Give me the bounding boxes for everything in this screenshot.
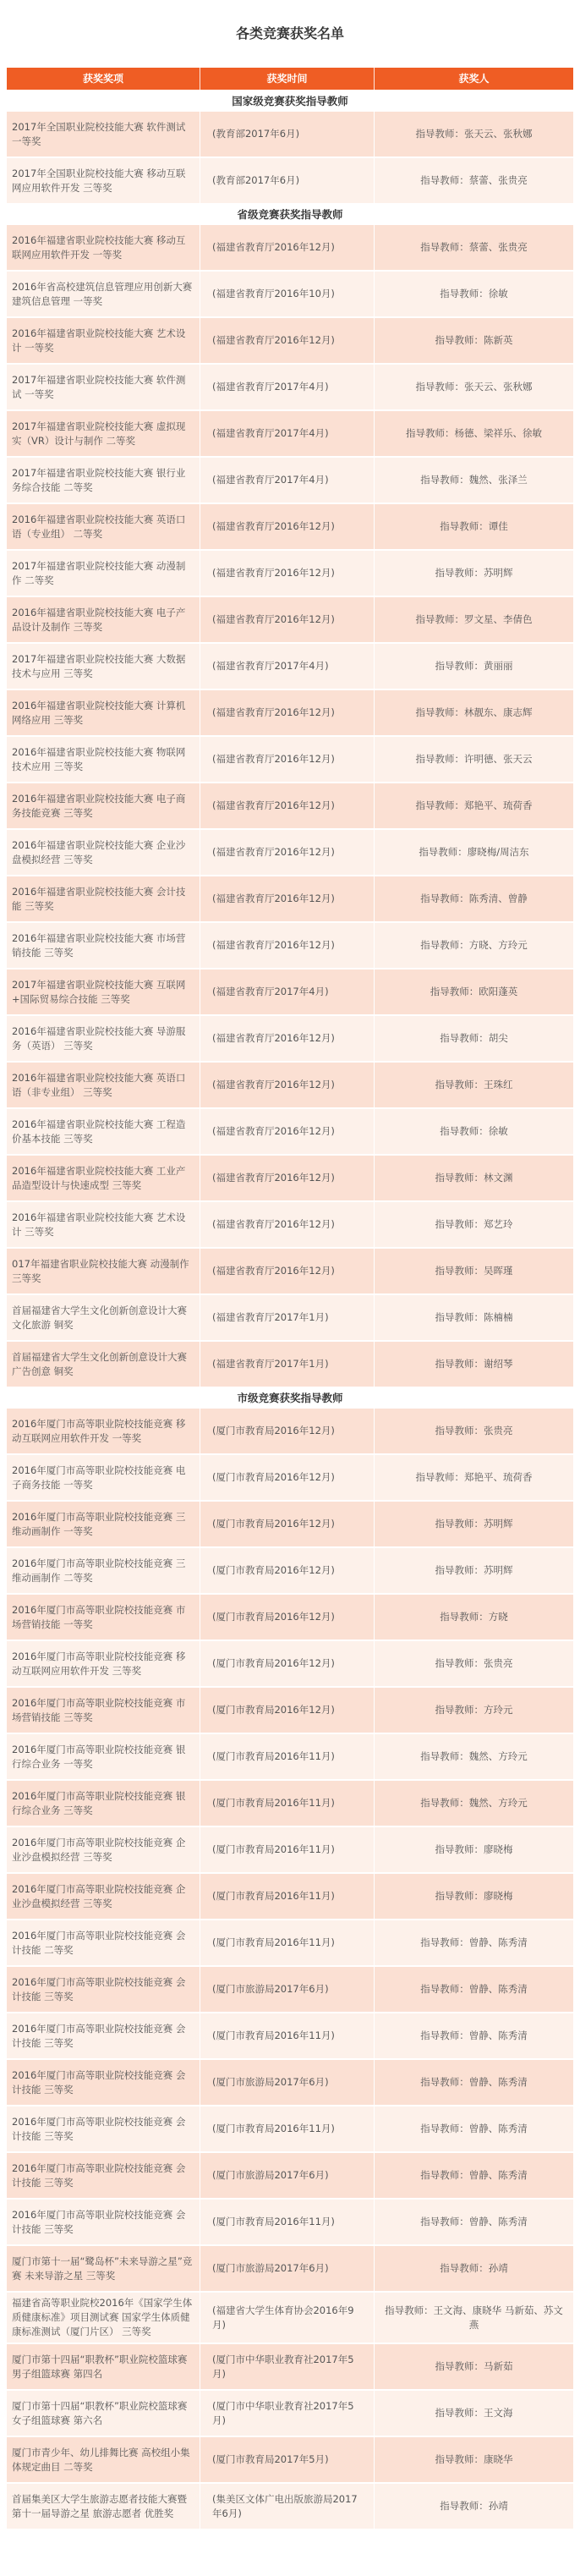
award-cell: 2016年厦门市高等职业院校技能竞赛 移动互联网应用软件开发 三等奖 [12,1650,186,1677]
table-row [7,1016,573,1063]
awardee-cell: 指导教师：林靓东、康志辉 [374,690,573,735]
table-row [7,504,573,551]
awardee-cell: 指导教师：郑艳平、琉荷香 [374,783,573,828]
award-cell: 2016年福建省职业院校技能大赛 电子商务技能竞赛 三等奖 [12,792,186,819]
award-cell: 2016年厦门市高等职业院校技能竞赛 会计技能 二等奖 [12,1929,186,1956]
awardee-cell: 指导教师：魏然、方玲元 [374,1781,573,1826]
awardee-cell: 指导教师：张贵亮 [374,1641,573,1686]
award-cell: 2016年福建省职业院校技能大赛 艺术设计 三等奖 [12,1211,186,1238]
award-cell: 厦门市第十四届“职教杯”职业院校篮球赛 女子组篮球赛 第六名 [12,2399,188,2426]
award-time-cell: (福建省教育厅2017年4月) [200,458,374,503]
award-time-cell: (福建省教育厅2017年1月) [200,1342,374,1387]
award-cell: 2016年厦门市高等职业院校技能竞赛 市场营销技能 一等奖 [12,1603,186,1630]
award-time-cell: (厦门市教育局2016年12月) [200,1595,374,1640]
table-row [7,2484,573,2530]
awardee-cell: 指导教师：方晓、方玲元 [374,923,573,968]
award-time-cell: (福建省教育厅2017年4月) [200,969,374,1014]
table-row [7,876,573,923]
awardee-cell: 指导教师：黄丽丽 [374,644,573,689]
awards-table [7,68,573,2530]
awardee-cell: 指导教师：苏明辉 [374,551,573,596]
award-cell: 福建省高等职业院校2016年《国家学生体质健康标准》项目测试赛 国家学生体质健康标准测试（厦门片区） 三等奖 [12,2297,193,2337]
table-row [7,411,573,458]
award-cell: 2016年厦门市高等职业院校技能竞赛 电子商务技能 一等奖 [12,1464,186,1491]
awardee-cell: 指导教师：陈新英 [374,318,573,363]
awardee-cell: 指导教师：康晓华 [374,2437,573,2482]
table-row [7,969,573,1016]
awardee-cell: 指导教师：郑艺玲 [374,1202,573,1247]
award-time-cell: (福建省教育厅2016年12月) [200,737,374,782]
award-cell: 厦门市青少年、幼儿排舞比赛 高校组小集体规定曲目 二等奖 [12,2446,190,2473]
table-header [7,68,573,91]
awardee-cell: 指导教师：廖晓梅/周洁东 [374,830,573,875]
award-time-cell: (厦门市教育局2017年5月) [200,2437,374,2482]
award-time-cell: (厦门市教育局2016年12月) [200,1688,374,1733]
award-cell: 2016年厦门市高等职业院校技能竞赛 会计技能 三等奖 [12,2161,186,2189]
award-time-cell: (福建省教育厅2016年12月) [200,1063,374,1107]
table-row [7,1734,573,1781]
awardee-cell: 指导教师：曾静、陈秀清 [374,2106,573,2151]
awardee-cell: 指导教师：方玲元 [374,1688,573,1733]
table-row [7,783,573,830]
table-row [7,1063,573,1109]
award-cell: 2016年厦门市高等职业院校技能竞赛 会计技能 三等奖 [12,2115,186,2142]
header-award: 获奖奖项 [82,73,123,85]
table-row [7,597,573,644]
table-row [7,1641,573,1688]
table-row [7,458,573,504]
awardee-cell: 指导教师：蔡蕾、张贵亮 [374,225,573,270]
award-time-cell: (福建省教育厅2016年10月) [200,272,374,316]
award-time-cell: (厦门市中华职业教育社2017年5月) [200,2391,374,2436]
award-cell: 2016年福建省职业院校技能大赛 艺术设计 一等奖 [12,327,186,354]
section-header: 市级竞赛获奖指导教师 [7,1388,573,1409]
table-row [7,225,573,272]
table-row [7,318,573,365]
award-cell: 2016年厦门市高等职业院校技能竞赛 移动互联网应用软件开发 一等奖 [12,1417,186,1444]
table-row [7,1202,573,1249]
table-body [7,91,573,2530]
award-cell: 2016年厦门市高等职业院校技能竞赛 银行综合业务 一等奖 [12,1743,186,1770]
award-time-cell: (厦门市教育局2016年11月) [200,2106,374,2151]
award-cell: 2016年福建省职业院校技能大赛 会计技能 三等奖 [12,885,186,912]
award-cell: 2016年福建省职业院校技能大赛 计算机网络应用 三等奖 [12,699,186,726]
award-time-cell: (厦门市旅游局2017年6月) [200,2153,374,2198]
award-cell: 2017年福建省职业院校技能大赛 大数据技术与应用 三等奖 [12,652,186,679]
awardee-cell: 指导教师：陈楠楠 [374,1295,573,1340]
award-time-cell: (厦门市教育局2016年11月) [200,1920,374,1965]
award-time-cell: (福建省教育厅2016年12月) [200,1156,374,1200]
table-row [7,1109,573,1156]
awardee-cell: 指导教师：张天云、张秋娜 [374,112,573,157]
award-cell: 2017年全国职业院校技能大赛 移动互联网应用软件开发 三等奖 [12,167,186,194]
awardee-cell: 指导教师：徐敏 [374,1109,573,1154]
award-time-cell: (福建省教育厅2016年12月) [200,923,374,968]
award-time-cell: (福建省教育厅2016年12月) [200,504,374,549]
award-cell: 2017年福建省职业院校技能大赛 银行业务综合技能 二等奖 [12,466,186,493]
award-time-cell: (福建省大学生体育协会2016年9月) [200,2293,374,2343]
table-row [7,272,573,318]
award-cell: 2016年厦门市高等职业院校技能竞赛 三维动画制作 二等奖 [12,1557,186,1584]
award-time-cell: (厦门市旅游局2017年6月) [200,1967,374,2012]
award-time-cell: (福建省教育厅2016年12月) [200,1202,374,1247]
table-row [7,923,573,969]
award-time-cell: (福建省教育厅2016年12月) [200,225,374,270]
award-time-cell: (福建省教育厅2016年12月) [200,830,374,875]
award-cell: 2017年福建省职业院校技能大赛 互联网+国际贸易综合技能 三等奖 [12,978,186,1005]
awardee-cell: 指导教师：徐敏 [374,272,573,316]
table-row [7,2437,573,2484]
header-time: 获奖时间 [200,68,374,90]
award-time-cell: (教育部2017年6月) [200,112,374,157]
table-row [7,1781,573,1827]
awardee-cell: 指导教师：杨德、梁祥乐、徐敏 [374,411,573,456]
awardee-cell: 指导教师：廖晓梅 [374,1827,573,1872]
awardee-cell: 指导教师：林文渊 [374,1156,573,1200]
award-cell: 2016年福建省职业院校技能大赛 企业沙盘模拟经营 三等奖 [12,838,186,865]
award-time-cell: (福建省教育厅2017年1月) [200,1295,374,1340]
award-cell: 首届福建省大学生文化创新创意设计大赛 广告创意 铜奖 [12,1350,187,1377]
awardee-cell: 指导教师：曾静、陈秀清 [374,2013,573,2058]
award-time-cell: (厦门市教育局2016年12月) [200,1455,374,1500]
award-time-cell: (福建省教育厅2016年12月) [200,876,374,921]
table-row [7,2391,573,2437]
awardee-cell: 指导教师：方晓 [374,1595,573,1640]
awardee-cell: 指导教师：许明德、张天云 [374,737,573,782]
award-time-cell: (福建省教育厅2017年4月) [200,644,374,689]
awardee-cell: 指导教师：欧阳蓬英 [374,969,573,1014]
award-cell: 2016年厦门市高等职业院校技能竞赛 三维动画制作 一等奖 [12,1510,186,1537]
table-row [7,1156,573,1202]
award-time-cell: (厦门市教育局2016年11月) [200,2013,374,2058]
award-time-cell: (厦门市教育局2016年11月) [200,1827,374,1872]
award-cell: 2017年福建省职业院校技能大赛 虚拟现实（VR）设计与制作 二等奖 [12,420,186,447]
award-time-cell: (厦门市教育局2016年11月) [200,1734,374,1779]
awardee-cell: 指导教师：廖晓梅 [374,1874,573,1919]
awardee-cell: 指导教师：胡尖 [374,1016,573,1061]
table-row [7,1548,573,1595]
awardee-cell: 指导教师：曾静、陈秀清 [374,2153,573,2198]
award-cell: 2016年福建省职业院校技能大赛 英语口语（非专业组） 三等奖 [12,1071,186,1098]
table-row [7,1455,573,1502]
award-time-cell: (厦门市旅游局2017年6月) [200,2060,374,2105]
awardee-cell: 指导教师：张天云、张秋娜 [374,365,573,409]
award-cell: 2016年厦门市高等职业院校技能竞赛 市场营销技能 三等奖 [12,1696,186,1723]
award-time-cell: (福建省教育厅2016年12月) [200,1109,374,1154]
awardee-cell: 指导教师：张贵亮 [374,1409,573,1453]
awardee-cell: 指导教师：马新茹 [374,2344,573,2389]
table-row [7,158,573,205]
table-row [7,1874,573,1920]
award-time-cell: (福建省教育厅2016年12月) [200,783,374,828]
table-row [7,2246,573,2293]
awardee-cell: 指导教师：郑艳平、琉荷香 [374,1455,573,1500]
award-cell: 2017年福建省职业院校技能大赛 动漫制作 二等奖 [12,559,186,586]
award-time-cell: (福建省教育厅2016年12月) [200,1016,374,1061]
section-header: 省级竞赛获奖指导教师 [7,205,573,225]
award-time-cell: (厦门市中华职业教育社2017年5月) [200,2344,374,2389]
awardee-cell: 指导教师：曾静、陈秀清 [374,1920,573,1965]
award-cell: 2016年福建省职业院校技能大赛 市场营销技能 三等奖 [12,931,186,958]
page-title: 各类竞赛获奖名单 [235,25,344,41]
award-cell: 2016年福建省职业院校技能大赛 导游服务（英语） 三等奖 [12,1024,186,1052]
table-row [7,644,573,690]
awardee-cell: 指导教师：魏然、方玲元 [374,1734,573,1779]
table-row [7,2200,573,2246]
award-time-cell: (福建省教育厅2016年12月) [200,318,374,363]
awardee-cell: 指导教师：谭佳 [374,504,573,549]
table-row [7,1342,573,1388]
awardee-cell: 指导教师：孙靖 [374,2246,573,2291]
awardee-cell: 指导教师：谢绍琴 [374,1342,573,1387]
table-row [7,690,573,737]
awardee-cell: 指导教师：苏明辉 [374,1502,573,1546]
awardee-cell: 指导教师：魏然、张泽兰 [374,458,573,503]
awardee-cell: 指导教师：曾静、陈秀清 [374,2200,573,2244]
award-cell: 2016年福建省职业院校技能大赛 工程造价基本技能 三等奖 [12,1118,186,1145]
award-cell: 2016年福建省职业院校技能大赛 物联网技术应用 三等奖 [12,745,186,772]
award-time-cell: (厦门市教育局2016年12月) [200,1502,374,1546]
awardee-cell: 指导教师：王文海 [374,2391,573,2436]
table-row [7,112,573,158]
award-cell: 2016年厦门市高等职业院校技能竞赛 会计技能 三等奖 [12,2068,186,2095]
award-time-cell: (福建省教育厅2016年12月) [200,690,374,735]
awardee-cell: 指导教师：王文海、康晓华 马新茹、苏文燕 [374,2293,573,2343]
section-header: 国家级竞赛获奖指导教师 [7,91,573,112]
awardee-cell: 指导教师：孙靖 [374,2484,573,2529]
table-row [7,1295,573,1342]
award-cell: 2016年省高校建筑信息管理应用创新大赛 建筑信息管理 一等奖 [12,280,193,307]
award-cell: 2016年福建省职业院校技能大赛 电子产品设计及制作 三等奖 [12,606,186,633]
awardee-cell: 指导教师：蔡蕾、张贵亮 [374,158,573,203]
awardee-cell: 指导教师：陈秀清、曾静 [374,876,573,921]
award-time-cell: (福建省教育厅2017年4月) [200,411,374,456]
table-row [7,830,573,876]
table-row [7,2060,573,2106]
awardee-cell: 指导教师：苏明辉 [374,1548,573,1593]
table-row [7,2153,573,2200]
award-cell: 2016年厦门市高等职业院校技能竞赛 企业沙盘模拟经营 三等奖 [12,1836,186,1863]
award-time-cell: (教育部2017年6月) [200,158,374,203]
award-time-cell: (厦门市教育局2016年12月) [200,1641,374,1686]
table-row [7,2293,573,2344]
table-row [7,1920,573,1967]
table-row [7,2106,573,2153]
award-cell: 2016年福建省职业院校技能大赛 移动互联网应用软件开发 一等奖 [12,233,186,261]
award-cell: 017年福建省职业院校技能大赛 动漫制作 三等奖 [12,1257,189,1284]
title-spacer [7,42,573,68]
table-row [7,1409,573,1455]
table-row [7,2013,573,2060]
awardee-cell: 指导教师：曾静、陈秀清 [374,2060,573,2105]
awardee-cell: 指导教师：曾静、陈秀清 [374,1967,573,2012]
table-row [7,1502,573,1548]
award-time-cell: (厦门市旅游局2017年6月) [200,2246,374,2291]
awardee-cell: 指导教师：王珠红 [374,1063,573,1107]
award-cell: 厦门市第十四届“职教杯”职业院校篮球赛 男子组篮球赛 第四名 [12,2353,188,2380]
award-time-cell: (厦门市教育局2016年11月) [200,1874,374,1919]
award-cell: 2017年全国职业院校技能大赛 软件测试 一等奖 [12,120,186,147]
award-time-cell: (福建省教育厅2016年12月) [200,1249,374,1293]
award-time-cell: (集美区文体广电出版旅游局2017年6月) [200,2484,374,2529]
award-cell: 2016年厦门市高等职业院校技能竞赛 企业沙盘模拟经营 三等奖 [12,1882,186,1909]
header-person: 获奖人 [374,68,573,90]
award-time-cell: (福建省教育厅2017年4月) [200,365,374,409]
award-cell: 2016年厦门市高等职业院校技能竞赛 银行综合业务 三等奖 [12,1789,186,1816]
table-row [7,551,573,597]
award-cell: 首届集美区大学生旅游志愿者技能大赛暨第十一届导游之星 旅游志愿者 优胜奖 [12,2492,187,2519]
table-row [7,737,573,783]
award-cell: 厦门市第十一届“鹭岛杯”未来导游之星”竞赛 未来导游之星 三等奖 [12,2255,193,2282]
award-cell: 2016年厦门市高等职业院校技能竞赛 会计技能 三等奖 [12,2022,186,2049]
award-time-cell: (厦门市教育局2016年12月) [200,1548,374,1593]
table-row [7,1827,573,1874]
award-time-cell: (厦门市教育局2016年11月) [200,2200,374,2244]
award-time-cell: (厦门市教育局2016年11月) [200,1781,374,1826]
award-cell: 2017年福建省职业院校技能大赛 软件测试 一等奖 [12,373,186,400]
award-cell: 2016年厦门市高等职业院校技能竞赛 会计技能 三等奖 [12,1975,186,2002]
award-time-cell: (福建省教育厅2016年12月) [200,597,374,642]
award-cell: 2016年福建省职业院校技能大赛 工业产品造型设计与快速成型 三等奖 [12,1164,186,1191]
table-row [7,365,573,411]
award-cell: 2016年福建省职业院校技能大赛 英语口语（专业组） 二等奖 [12,513,186,540]
table-row [7,1688,573,1734]
table-row [7,2344,573,2391]
award-cell: 2016年厦门市高等职业院校技能竞赛 会计技能 三等奖 [12,2208,186,2235]
table-row [7,1249,573,1295]
table-row [7,1967,573,2013]
awardee-cell: 指导教师：吴晖瑾 [374,1249,573,1293]
awardee-cell: 指导教师：罗文星、李倩色 [374,597,573,642]
award-cell: 首届福建省大学生文化创新创意设计大赛 文化旅游 铜奖 [12,1304,187,1331]
award-time-cell: (福建省教育厅2016年12月) [200,551,374,596]
award-time-cell: (厦门市教育局2016年12月) [200,1409,374,1453]
table-row [7,1595,573,1641]
